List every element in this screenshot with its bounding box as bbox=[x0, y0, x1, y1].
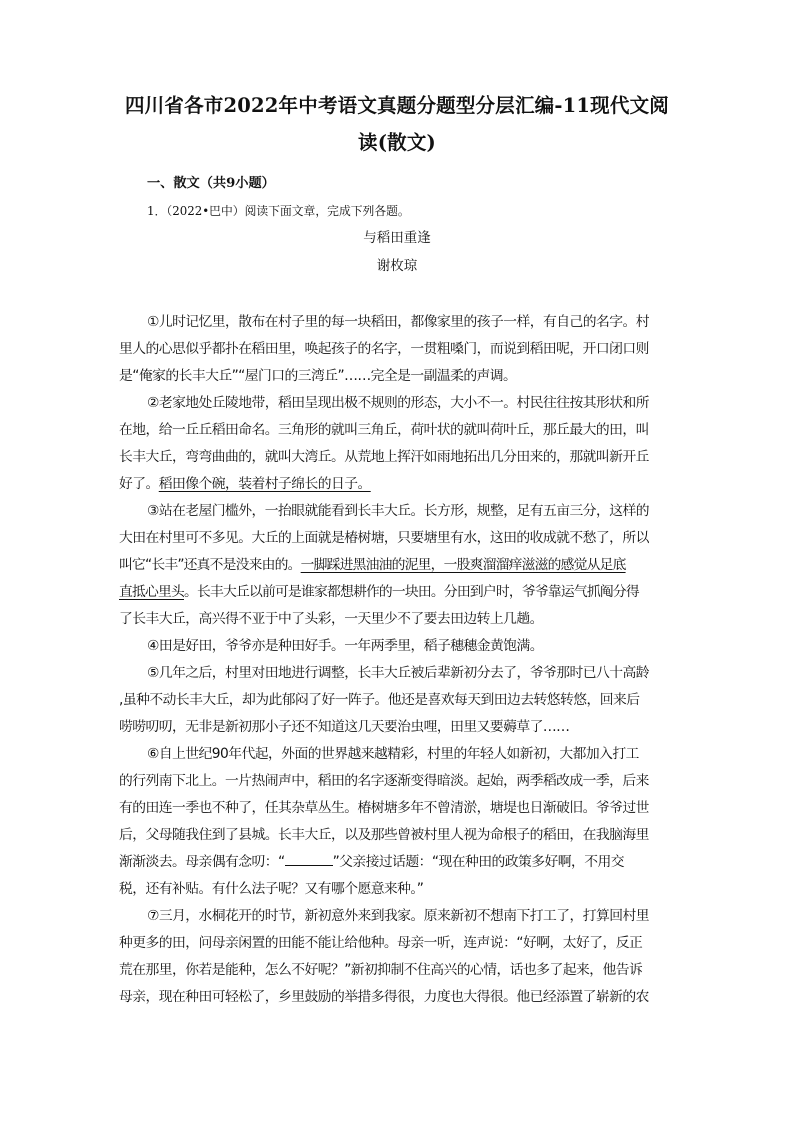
text-line: ③站在老屋门槛外，一抬眼就能看到长丰大丘。长方形，规整，足有五亩三分，这样的 bbox=[147, 503, 649, 519]
article-title: 与稻田重逢 bbox=[363, 230, 431, 246]
text-line: 唠唠叨叨，无非是新初那小子还不知道这几天要治虫哩，田里又要薅草了…… bbox=[119, 719, 570, 735]
fill-in-blank bbox=[285, 852, 333, 866]
text-line: 好了。稻田像个碗，装着村子绵长的日子。 bbox=[119, 476, 371, 492]
text-line: 是“俺家的长丰大丘”“屋门口的三湾丘”……完全是一副温柔的声调。 bbox=[119, 368, 517, 384]
text-line: 有的田连一季也不种了，任其杂草丛生。椿树塘多年不曾清淤，塘堤也日渐破旧。爷爷过世 bbox=[119, 800, 649, 816]
text-line: 的行列南下北上。一片热闹声中，稻田的名字逐渐变得暗淡。起始，两季稻改成一季，后来 bbox=[119, 773, 649, 789]
text-line: ⑦三月，水桐花开的时节，新初意外来到我家。原来新初不想南下打工了，打算回村里 bbox=[147, 908, 649, 924]
text-line: 荒在那里，你若是能种，怎么不好呢？”新初抑制不住高兴的心情，话也多了起来，他告诉 bbox=[119, 962, 643, 978]
section-heading: 一、散文（共9小题） bbox=[147, 176, 275, 191]
text-line: ④田是好田，爷爷亦是种田好手。一年两季里，稻子穗穗金黄饱满。 bbox=[147, 638, 543, 654]
underlined-sentence: 一脚踩进黑油油的泥里，一股爽溜溜痒滋滋的感觉从足底 bbox=[300, 557, 626, 573]
text-line: 母亲，现在种田可轻松了，乡里鼓励的举措多得很，力度也大得很。他已经添置了崭新的农 bbox=[119, 989, 649, 1005]
text-line: 后，父母随我住到了县城。长丰大丘，以及那些曾被村里人视为命根子的稻田，在我脑海里 bbox=[119, 827, 649, 843]
article-body bbox=[119, 309, 675, 1011]
text-line: ⑤几年之后，村里对田地进行调整，长丰大丘被后辈新初分去了，爷爷那时已八十高龄 bbox=[147, 665, 649, 681]
question-prompt: 1．（2022•巴中）阅读下面文章，完成下列各题。 bbox=[147, 204, 410, 218]
document-title-line-2: 读(散文) bbox=[358, 131, 436, 154]
underlined-sentence: 稻田像个碗，装着村子绵长的日子。 bbox=[158, 476, 371, 492]
text-line: 种更多的田，问母亲闲置的田能不能让给他种。母亲一听，连声说：“好啊，太好了，反正 bbox=[119, 935, 643, 951]
text-line: 长丰大丘，弯弯曲曲的，就叫大湾丘。从荒地上挥汗如雨地拓出几分田来的，那就叫新开丘 bbox=[119, 449, 649, 465]
document-title-line-1: 四川省各市2022年中考语文真题分题型分层汇编-11现代文阅 bbox=[124, 94, 669, 117]
text-line: 在地，给一丘丘稻田命名。三角形的就叫三角丘，荷叶状的就叫荷叶丘，那丘最大的田，叫 bbox=[119, 422, 649, 438]
text-line: 了长丰大丘，高兴得不亚于中了头彩，一天里少不了要去田边转上几趟。 bbox=[119, 611, 543, 627]
text-line: ①儿时记忆里，散布在村子里的每一块稻田，都像家里的孩子一样，有自己的名字。村 bbox=[147, 314, 649, 330]
text-line: 大田在村里可不多见。大丘的上面就是椿树塘，只要塘里有水，这田的收成就不愁了，所以 bbox=[119, 530, 649, 546]
text-line: ⑥自上世纪90年代起，外面的世界越来越精彩，村里的年轻人如新初，大都加入打工 bbox=[147, 746, 639, 762]
text-line: 里人的心思似乎都扑在稻田里，唤起孩子的名字，一贯粗嗓门，而说到稻田呢，开口闭口则 bbox=[119, 341, 649, 357]
underlined-sentence: 直抵心里头 bbox=[119, 584, 184, 600]
text-line: 叫它“长丰”还真不是没来由的。一脚踩进黑油油的泥里，一股爽溜溜痒滋滋的感觉从足底 bbox=[119, 557, 626, 573]
text-line: 税，还有补贴。有什么法子呢？又有哪个愿意来种。” bbox=[119, 881, 424, 897]
text-line: ,虽种不动长丰大丘，却为此郁闷了好一阵子。他还是喜欢每天到田边去转悠转悠，回来后 bbox=[119, 692, 640, 708]
text-line: 渐渐淡去。母亲偶有念叨：“ ”父亲接过话题：“现在种田的政策多好啊，不用交 bbox=[119, 854, 624, 870]
article-author: 谢枚琼 bbox=[376, 258, 418, 274]
text-line: 直抵心里头。长丰大丘以前可是谁家都想耕作的一块田。分田到户时，爷爷靠运气抓阄分得 bbox=[119, 584, 639, 600]
text-line: ②老家地处丘陵地带，稻田呈现出极不规则的形态，大小不一。村民往往按其形状和所 bbox=[147, 395, 649, 411]
